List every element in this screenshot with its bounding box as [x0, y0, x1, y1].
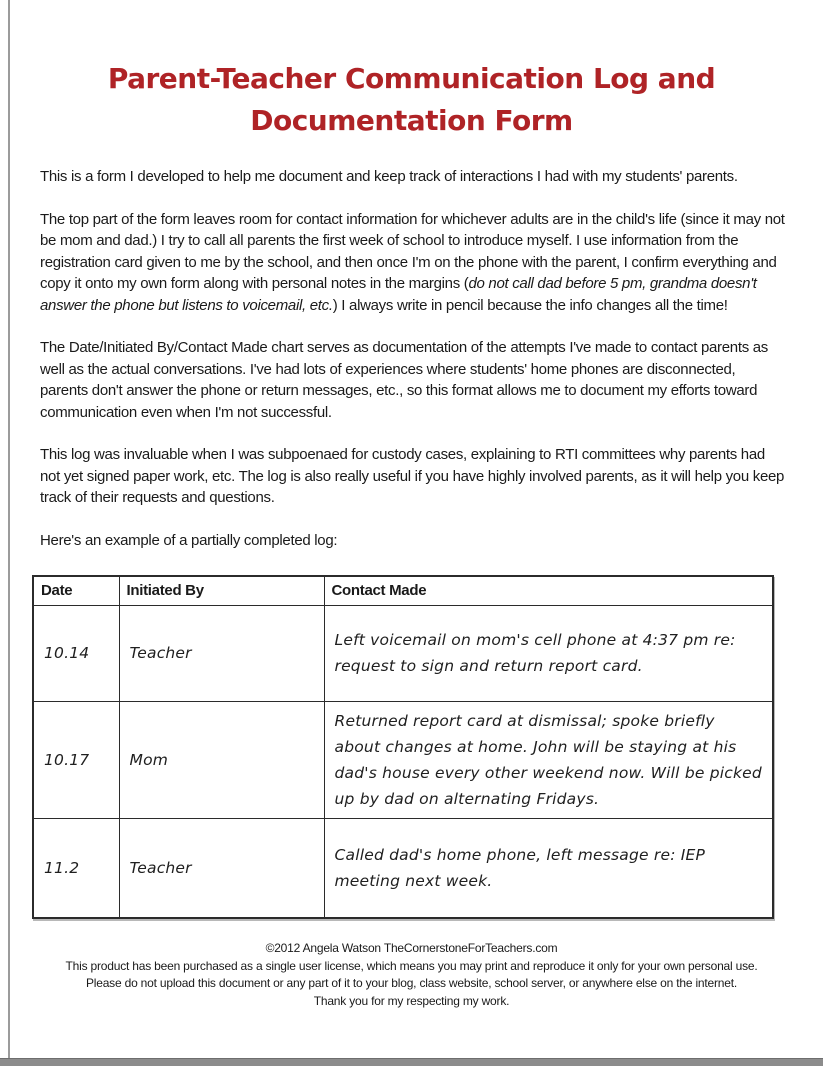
viewer-bottom-bar — [0, 1058, 823, 1066]
table-row — [33, 605, 773, 701]
license-footer — [0, 940, 823, 1010]
page-title: Parent-Teacher Communication Log and Documentation Form — [107, 62, 716, 137]
cell-initiated-by: Teacher — [119, 605, 324, 701]
cell-initiated-by: Teacher — [119, 818, 324, 918]
column-header-contact-made: Contact Made — [324, 576, 773, 605]
example-log-lead-in: Here's an example of a partially completed log: — [40, 531, 338, 549]
cell-initiated-by: Mom — [119, 701, 324, 818]
column-header-initiated-by: Initiated By — [119, 576, 324, 605]
intro-paragraph-4: This log was invaluable when I was subpoenaed for custody cases, explaining to RTI committees why parents had not yet signed paper work, etc. The log is also really useful if you have highly involved parents, as it will help you keep track of their requests and questions. — [40, 446, 785, 506]
cell-contact-made: Returned report card at dismissal; spoke briefly about changes at home. John will be staying at his dad's house every other weekend now. Will be picked up by dad on alternating Fridays. — [324, 701, 773, 818]
communication-log-table — [32, 575, 774, 919]
intro-paragraph-2 — [40, 209, 787, 317]
cell-date: 11.2 — [33, 818, 119, 918]
column-header-date: Date — [33, 576, 119, 605]
intro-paragraph-3: The Date/Initiated By/Contact Made chart serves as documentation of the attempts I've made to contact parents as well as the actual conversations. I've had lots of experiences where students' home phones are disconnected, parents don't answer the phone or return messages, etc., so this format allows me to document my efforts toward communication even when I'm not successful. — [40, 339, 769, 421]
table-row — [33, 701, 773, 818]
paragraph-text-post: ) I always write in pencil because the info changes all the time! — [332, 296, 728, 314]
cell-date: 10.14 — [33, 605, 119, 701]
intro-paragraph-1: This is a form I developed to help me document and keep track of interactions I had with my students' parents. — [40, 168, 738, 185]
margin-notes-example-italic: do not call dad before 5 pm, grandma doesn't answer the phone but listens to voicemail, etc. — [40, 275, 757, 314]
footer-copyright-line: ©2012 Angela Watson TheCornerstoneForTeachers.com — [265, 941, 558, 955]
footer-license-line-1: This product has been purchased as a single user license, which means you may print and reproduce it only for your own personal use. — [65, 958, 758, 973]
paragraph-text-pre: The top part of the form leaves room for contact information for whichever adults are in the child's life (since it may not be mom and dad.) I try to call all parents the first week of school to introduce myself. I use information from the registration card given to me by the school, and then once I'm on the phone with the parent, I confirm everything and copy it onto my own form along with personal notes in the margins ( — [40, 210, 785, 292]
cell-contact-made: Called dad's home phone, left message re: IEP meeting next week. — [324, 818, 773, 918]
footer-license-line-2: Please do not upload this document or any part of it to your blog, class website, school server, or anywhere else on the internet. — [85, 976, 738, 990]
cell-contact-made: Left voicemail on mom's cell phone at 4:37 pm re: request to sign and return report card. — [324, 605, 773, 701]
footer-thank-you-line: Thank you for my respecting my work. — [313, 993, 510, 1008]
document-body — [0, 166, 823, 919]
table-row — [33, 818, 773, 918]
table-header-row — [33, 576, 773, 605]
viewer-left-edge-line — [8, 0, 10, 1058]
cell-date: 10.17 — [33, 701, 119, 818]
